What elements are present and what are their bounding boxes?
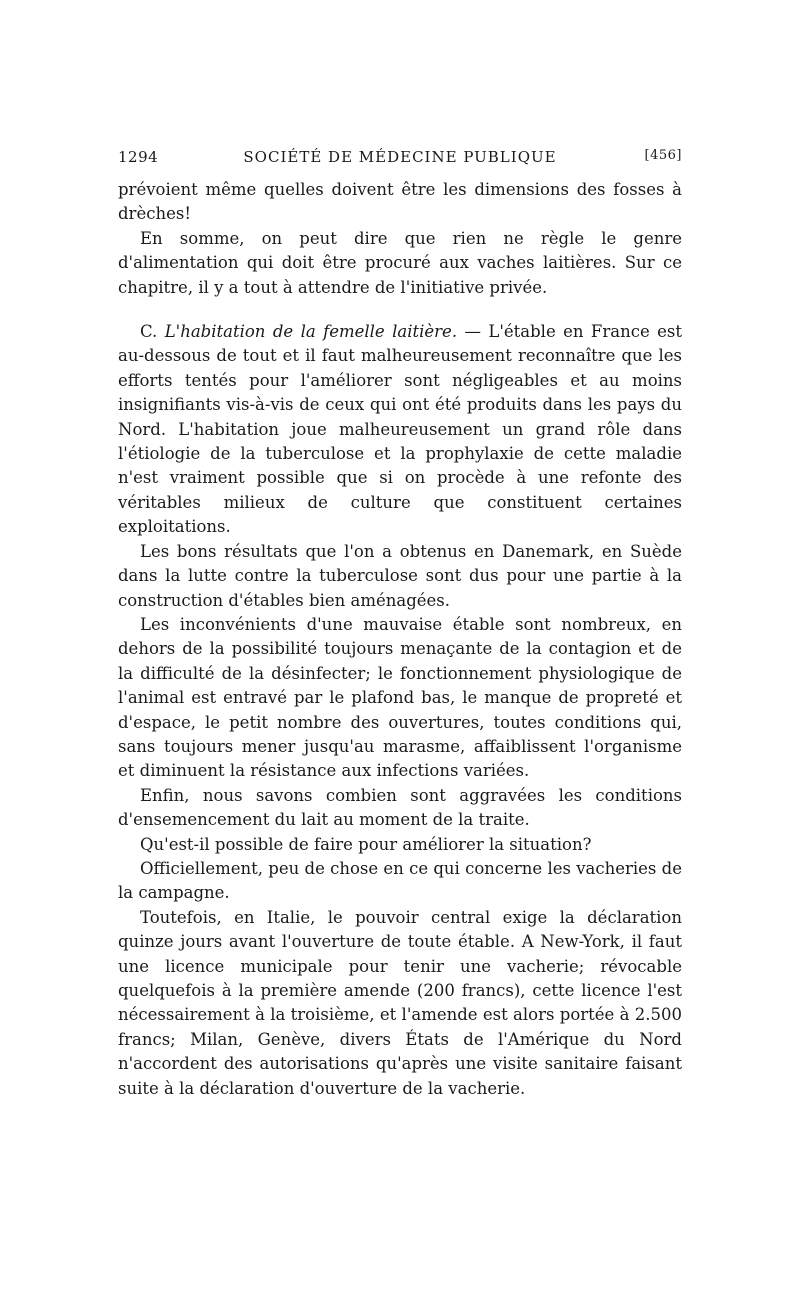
section-text: — L'étable en France est au-dessous de tout et il faut malheureusement reconnaître que les efforts tentés pour l'améliorer sont négligeables et au moins insignifiants vis-à-vis de ceux qui ont été produits dans les pays du Nord. L'habitation joue malheureusement un grand rôle dans l'étiologie de la tuberculose et la prophylaxie de cette maladie n'est vraiment possible que si on procède à une refonte des véritables milieux de culture que constituent certaines exploitations. [118,322,682,537]
page-number: 1294 [118,148,159,166]
body-text [118,178,682,1101]
paragraph: Toutefois, en Italie, le pouvoir central exige la déclaration quinze jours avant l'ouverture de toute étable. A New-York, il faut une licence municipale pour tenir une vacherie; révocable quelquefois à la première amende (200 francs), cette licence l'est nécessairement à la troisième, et l'amende est alors portée à 2.500 francs; Milan, Genève, divers États de l'Amérique du Nord n'accordent des autorisations qu'après une visite sanitaire faisant suite à la déclaration d'ouverture de la vacherie. [118,907,682,1098]
paragraph: Les bons résultats que l'on a obtenus en Danemark, en Suède dans la lutte contre la tuberculose sont dus pour une partie à la construction d'étables bien aménagées. [118,541,682,610]
book-page [118,148,682,1101]
running-head [118,148,682,174]
page-reference: [456] [644,148,682,163]
paragraph: En somme, on peut dire que rien ne règle le genre d'alimentation qui doit être procuré aux vaches laitières. Sur ce chapitre, il y a tout à attendre de l'initiative privée. [118,228,682,297]
section-paragraph [118,320,682,540]
section-label: C. [140,322,158,342]
running-title: SOCIÉTÉ DE MÉDECINE PUBLIQUE [243,148,557,166]
paragraph: Enfin, nous savons combien sont aggravées les conditions d'ensemencement du lait au moment de la traite. [118,785,682,830]
paragraph: Qu'est-il possible de faire pour améliorer la situation? [140,834,592,854]
paragraph: Officiellement, peu de chose en ce qui concerne les vacheries de la campagne. [118,858,682,903]
paragraph: Les inconvénients d'une mauvaise étable sont nombreux, en dehors de la possibilité toujours menaçante de la contagion et de la difficulté de la désinfecter; le fonctionnement physiologique de l'animal est entravé par le plafond bas, le manque de propreté et d'espace, le petit nombre des ouvertures, toutes conditions qui, sans toujours mener jusqu'au marasme, affaiblissent l'organisme et diminuent la résistance aux infections variées. [118,614,682,781]
section-title: L'habitation de la femelle laitière. [164,322,458,342]
paragraph: prévoient même quelles doivent être les dimensions des fosses à drèches! [118,180,682,224]
